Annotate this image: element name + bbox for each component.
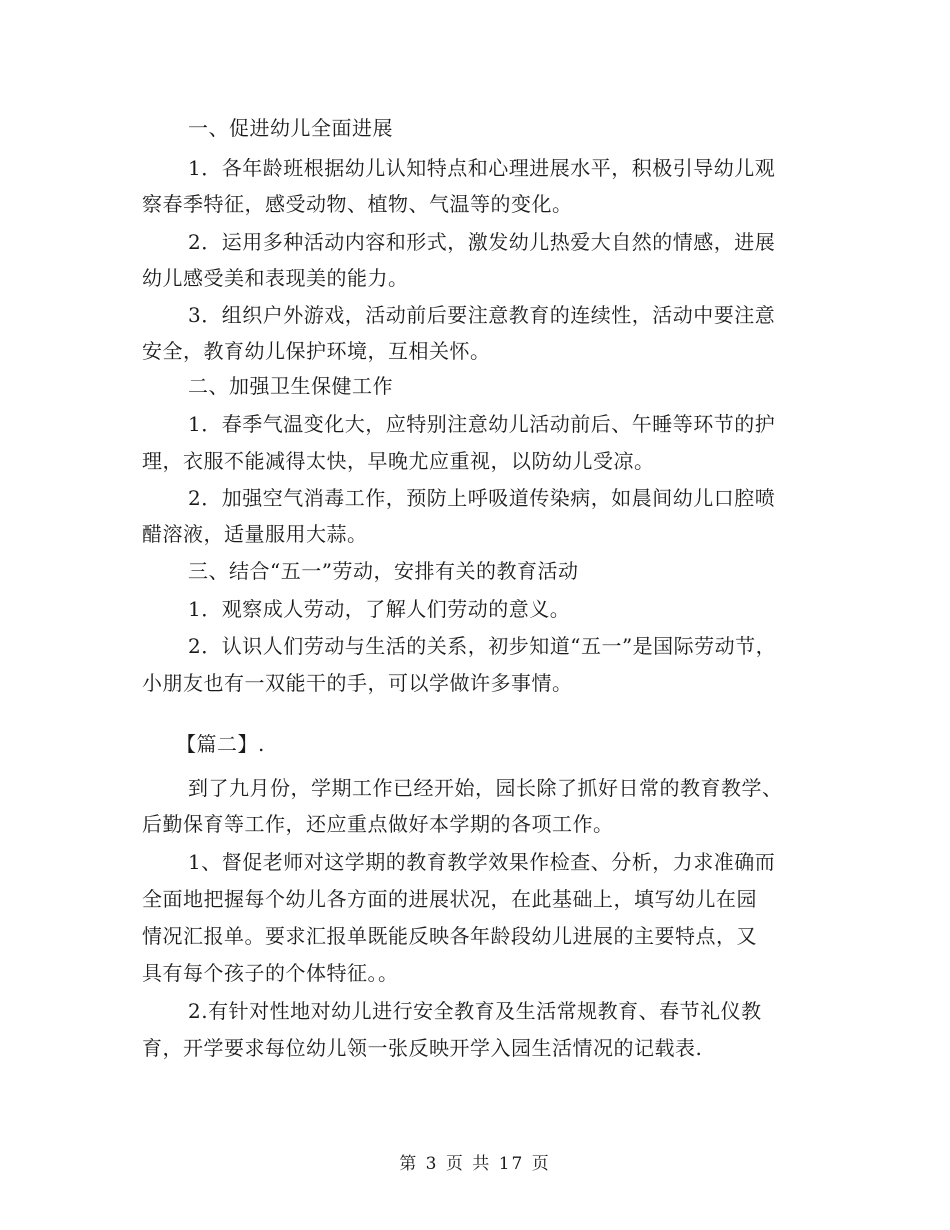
paragraph-line: 1．观察成人劳动，了解人们劳动的意义。 (188, 597, 571, 621)
paragraph-line: 醋溶液，适量服用大蒜。 (142, 522, 368, 546)
heading-promote-development: 一、促进幼儿全面进展 (188, 116, 393, 140)
paragraph-line: 2．认识人们劳动与生活的关系，初步知道“五一”是国际劳动节， (188, 634, 777, 658)
paragraph-line: 3．组织户外游戏，活动前后要注意教育的连续性，活动中要注意 (188, 303, 776, 327)
paragraph-line: 1．各年龄班根据幼儿认知特点和心理进展水平，积极引导幼儿观 (188, 156, 776, 180)
paragraph-line: 后勤保育等工作，还应重点做好本学期的各项工作。 (142, 812, 614, 836)
section-title-part-two: 【篇二】. (176, 732, 265, 756)
page-number-footer: 第 3 页 共 17 页 (399, 1154, 551, 1174)
paragraph-line: 小朋友也有一双能干的手，可以学做许多事情。 (142, 671, 573, 695)
paragraph-line: 具有每个孩子的个体特征。。 (142, 961, 399, 985)
paragraph-line: 2.有针对性地对幼儿进行安全教育及生活常规教育、春节礼仪教 (188, 999, 762, 1023)
paragraph-line: 理，衣服不能减得太快，早晚尤应重视，以防幼儿受凉。 (142, 449, 655, 473)
paragraph-line: 1、督促老师对这学期的教育教学效果作检查、分析，力求准确而 (188, 850, 776, 874)
heading-labor-day: 三、结合“五一”劳动，安排有关的教育活动 (188, 559, 579, 583)
paragraph-line: 到了九月份，学期工作已经开始，园长除了抓好日常的教育教学、 (188, 776, 783, 800)
paragraph-line: 育，开学要求每位幼儿领一张反映开学入园生活情况的记载表. (142, 1036, 703, 1060)
paragraph-line: 1．春季气温变化大，应特别注意幼儿活动前后、午睡等环节的护 (188, 412, 776, 436)
heading-health-care: 二、加强卫生保健工作 (188, 374, 393, 398)
paragraph-line: 2．运用多种活动内容和形式，激发幼儿热爱大自然的情感，进展 (188, 230, 776, 254)
paragraph-line: 全面地把握每个幼儿各方面的进展状况，在此基础上，填写幼儿在园 (142, 887, 757, 911)
paragraph-line: 2．加强空气消毒工作，预防上呼吸道传染病，如晨间幼儿口腔喷 (188, 486, 776, 510)
paragraph-line: 安全，教育幼儿保护环境，互相关怀。 (142, 339, 491, 363)
paragraph-line: 察春季特征，感受动物、植物、气温等的变化。 (142, 192, 573, 216)
paragraph-line: 情况汇报单。要求汇报单既能反映各年龄段幼儿进展的主要特点，又 (142, 924, 757, 948)
paragraph-line: 幼儿感受美和表现美的能力。 (142, 266, 409, 290)
